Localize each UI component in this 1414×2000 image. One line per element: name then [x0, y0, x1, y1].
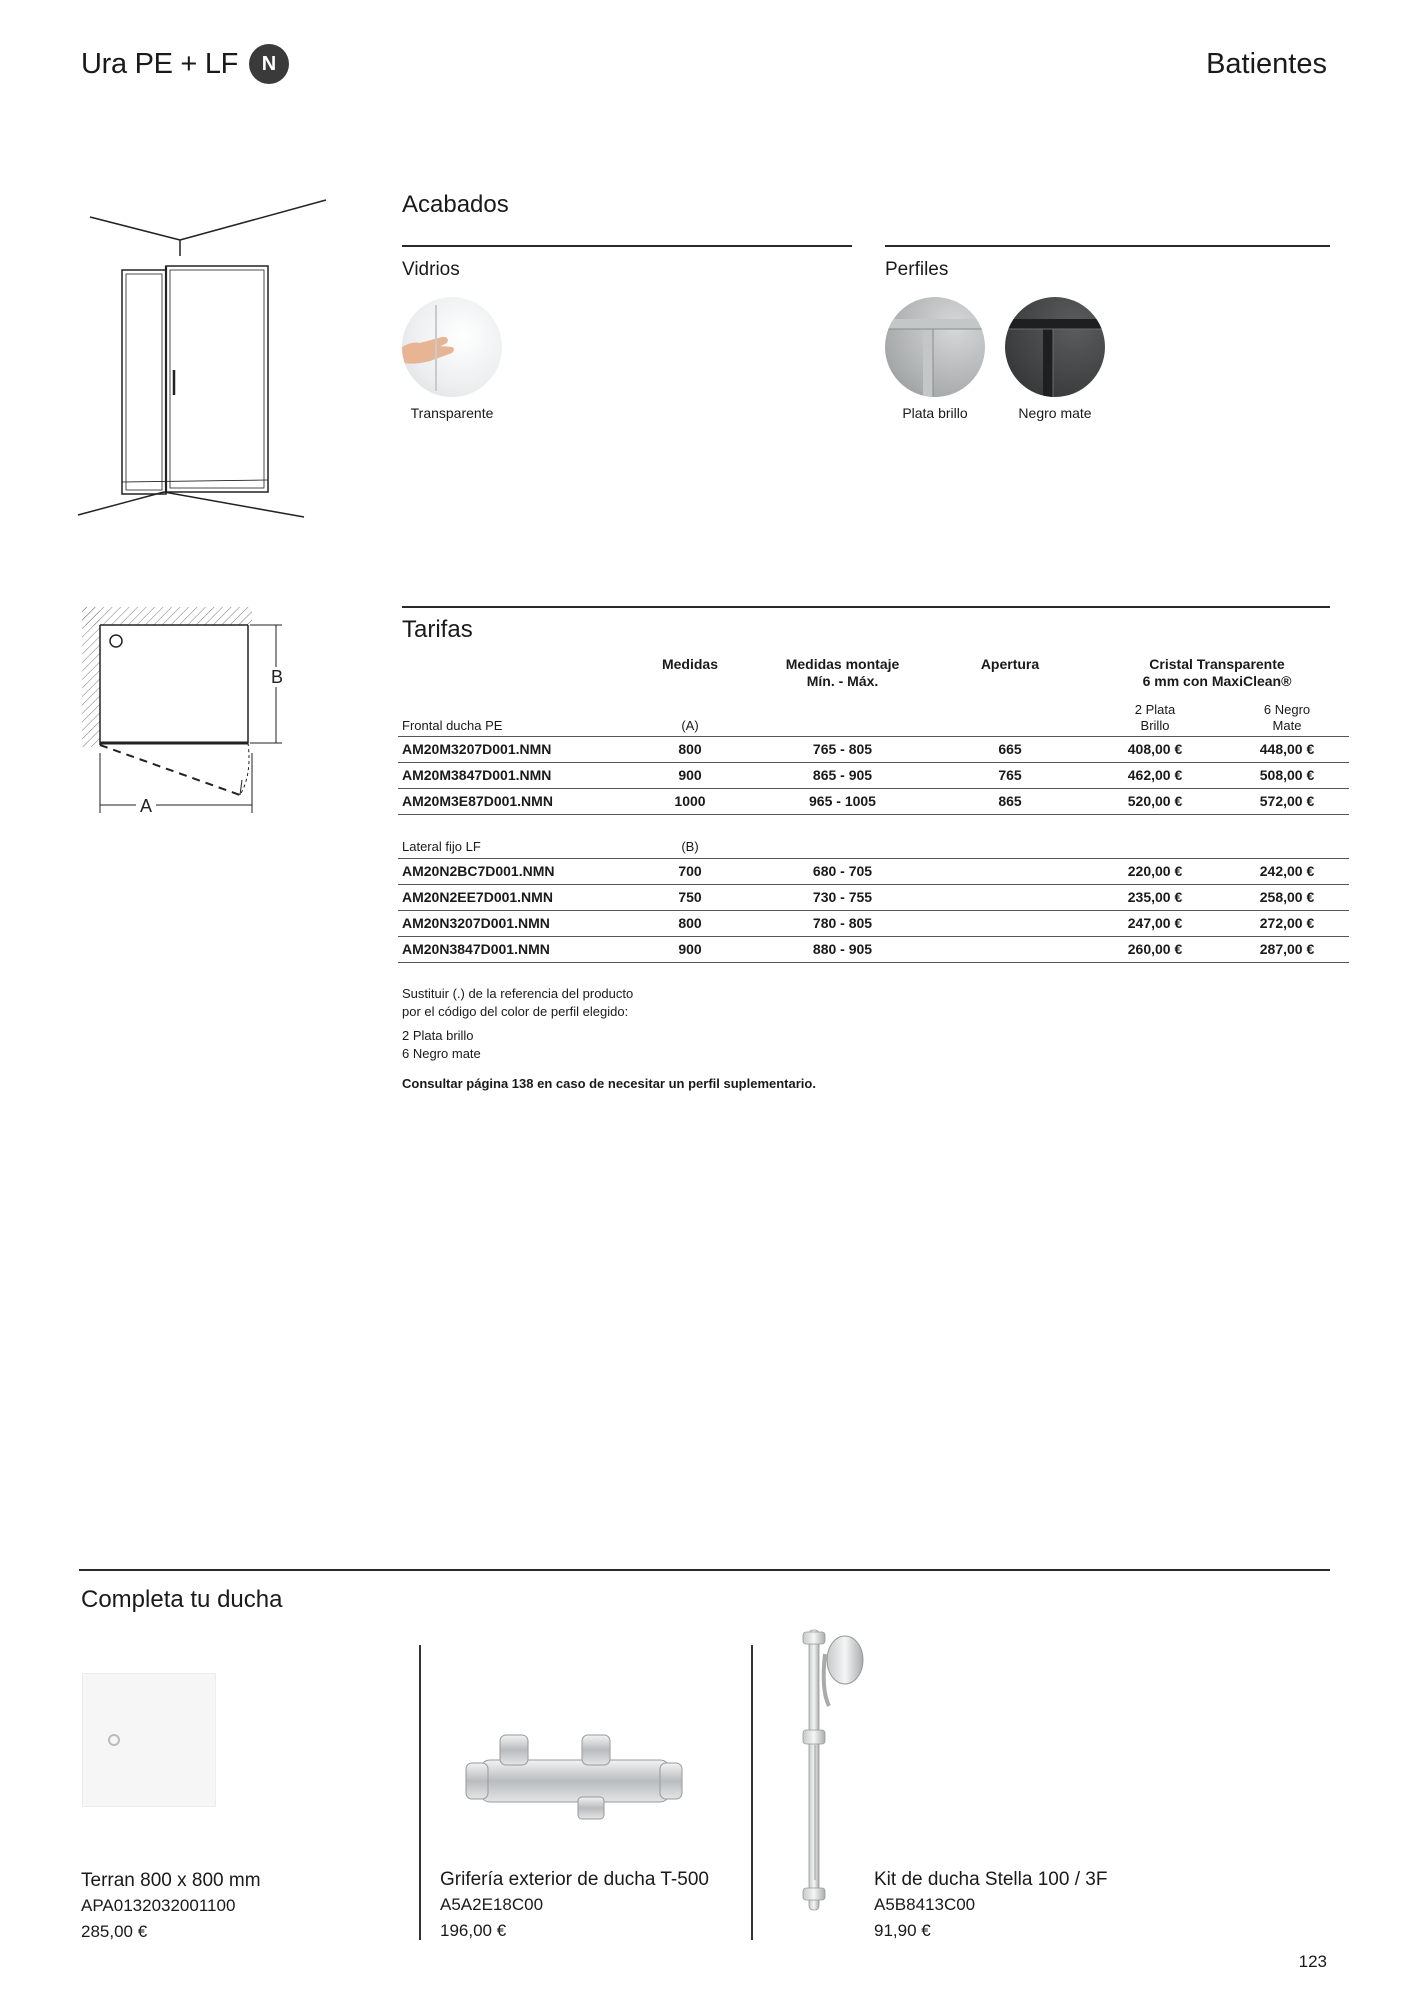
- product-price: 196,00 €: [440, 1921, 507, 1940]
- product-price: 285,00 €: [81, 1922, 148, 1941]
- table-row: [398, 884, 1349, 910]
- floor-plan-diagram: [80, 605, 290, 825]
- finishes-title: Acabados: [402, 191, 509, 218]
- product-separator: [751, 1645, 753, 1940]
- note-line-2: por el código del color de perfil elegido:: [402, 1004, 629, 1019]
- complete-divider: [79, 1569, 1330, 1571]
- glass-transparent-swatch: [402, 297, 502, 397]
- profiles-divider: [885, 245, 1330, 247]
- dimension-a-label: A: [139, 796, 153, 816]
- cell-price-silver: 462,00 €: [1085, 762, 1225, 788]
- glass-title: Vidrios: [402, 259, 460, 280]
- cell-apertura: [935, 910, 1085, 936]
- tariffs-table: [398, 656, 1349, 963]
- cell-montaje: 765 - 805: [750, 736, 935, 762]
- table-row: [398, 788, 1349, 814]
- cell-ref: AM20M3E87D001.NMN: [398, 788, 630, 814]
- new-badge: N: [249, 44, 289, 84]
- tariff-notes: [402, 985, 1002, 1099]
- col-p2-line1: 2 Plata: [1134, 702, 1176, 717]
- col-p6-line1: 6 Negro: [1263, 702, 1311, 717]
- cell-price-black: 242,00 €: [1225, 858, 1349, 884]
- cell-price-black: 572,00 €: [1225, 788, 1349, 814]
- cell-price-silver: 260,00 €: [1085, 936, 1225, 962]
- cell-ref: AM20N3847D001.NMN: [398, 936, 630, 962]
- cell-price-silver: 220,00 €: [1085, 858, 1225, 884]
- col-apertura: Apertura: [980, 656, 1040, 672]
- cell-medida: 900: [630, 762, 750, 788]
- enclosure-perspective-drawing: [74, 190, 334, 530]
- profiles-title: Perfiles: [885, 259, 949, 280]
- lateral-group-row: [398, 814, 1349, 858]
- thermostatic-mixer-image: [460, 1725, 690, 1835]
- cell-ref: AM20M3207D001.NMN: [398, 736, 630, 762]
- cell-apertura: [935, 884, 1085, 910]
- cell-apertura: 865: [935, 788, 1085, 814]
- col-p6-line2: Mate: [1272, 718, 1302, 733]
- table-row: [398, 762, 1349, 788]
- cell-ref: AM20N3207D001.NMN: [398, 910, 630, 936]
- product-code: A5B8413C00: [874, 1895, 976, 1914]
- cell-montaje: 880 - 905: [750, 936, 935, 962]
- cell-price-black: 258,00 €: [1225, 884, 1349, 910]
- note-consult: Consultar página 138 en caso de necesitar un perfil suplementario.: [402, 1076, 816, 1091]
- cell-price-silver: 247,00 €: [1085, 910, 1225, 936]
- table-row: [398, 736, 1349, 762]
- cell-price-black: 448,00 €: [1225, 736, 1349, 762]
- table-row: [398, 910, 1349, 936]
- col-montaje: [750, 656, 935, 690]
- product-code: A5A2E18C00: [440, 1895, 544, 1914]
- complete-title: Completa tu ducha: [81, 1586, 283, 1613]
- product-code: APA0132032001100: [81, 1896, 236, 1915]
- shower-tray-image: [82, 1673, 216, 1807]
- col-negro-mate: [1225, 690, 1349, 734]
- profile-silver-label: Plata brillo: [902, 405, 968, 421]
- cell-medida: 700: [630, 858, 750, 884]
- shower-kit-image: [785, 1620, 875, 1920]
- dimension-b-label: B: [270, 667, 284, 687]
- page-title: Ura PE + LF: [81, 48, 239, 80]
- glass-transparent-label: Transparente: [410, 405, 494, 421]
- cell-medida: 900: [630, 936, 750, 962]
- cell-montaje: 680 - 705: [750, 858, 935, 884]
- product-card: [81, 1870, 261, 1942]
- col-montaje-line1: Medidas montaje: [785, 656, 900, 672]
- cell-ref: AM20M3847D001.NMN: [398, 762, 630, 788]
- cell-medida: 1000: [630, 788, 750, 814]
- cell-price-black: 287,00 €: [1225, 936, 1349, 962]
- cell-price-silver: 408,00 €: [1085, 736, 1225, 762]
- frontal-group-code: (A): [681, 718, 699, 733]
- cell-ref: AM20N2BC7D001.NMN: [398, 858, 630, 884]
- col-montaje-line2: Mín. - Máx.: [806, 673, 879, 689]
- section-title: Batientes: [1206, 48, 1327, 80]
- col-p2-line2: Brillo: [1140, 718, 1170, 733]
- page-number: 123: [1298, 1952, 1327, 1971]
- hand-behind-glass-icon: [402, 297, 502, 397]
- note-option-1: 2 Plata brillo: [402, 1028, 474, 1043]
- cell-price-black: 272,00 €: [1225, 910, 1349, 936]
- table-header-row: [398, 656, 1349, 690]
- profile-black-swatch: [1005, 297, 1105, 397]
- cell-medida: 800: [630, 736, 750, 762]
- lateral-group-label: Lateral fijo LF: [398, 814, 630, 858]
- tariffs-title: Tarifas: [402, 616, 473, 643]
- cell-apertura: 765: [935, 762, 1085, 788]
- product-name: Kit de ducha Stella 100 / 3F: [874, 1869, 1108, 1890]
- table-row: [398, 936, 1349, 962]
- product-name: Grifería exterior de ducha T-500: [440, 1869, 709, 1890]
- product-name: Terran 800 x 800 mm: [81, 1870, 261, 1891]
- product-separator: [419, 1645, 421, 1940]
- cell-montaje: 965 - 1005: [750, 788, 935, 814]
- cell-montaje: 865 - 905: [750, 762, 935, 788]
- cell-apertura: 665: [935, 736, 1085, 762]
- tariffs-divider: [402, 606, 1330, 608]
- cell-medida: 750: [630, 884, 750, 910]
- col-plata-brillo: [1085, 690, 1225, 734]
- cell-medida: 800: [630, 910, 750, 936]
- product-card: [440, 1869, 709, 1941]
- col-cristal: [1085, 656, 1349, 690]
- cell-apertura: [935, 858, 1085, 884]
- cell-apertura: [935, 936, 1085, 962]
- cell-price-black: 508,00 €: [1225, 762, 1349, 788]
- note-option-2: 6 Negro mate: [402, 1046, 481, 1061]
- cell-ref: AM20N2EE7D001.NMN: [398, 884, 630, 910]
- product-price: 91,90 €: [874, 1921, 931, 1940]
- product-card: [874, 1869, 1107, 1941]
- cell-montaje: 730 - 755: [750, 884, 935, 910]
- table-subheader-row: [398, 690, 1349, 734]
- table-row: [398, 858, 1349, 884]
- col-medidas: Medidas: [661, 656, 718, 672]
- glass-divider: [402, 245, 852, 247]
- lateral-group-code: (B): [630, 814, 750, 858]
- col-cristal-line1: Cristal Transparente: [1149, 656, 1285, 672]
- profile-silver-swatch: [885, 297, 985, 397]
- profile-black-label: Negro mate: [1018, 405, 1092, 421]
- cell-montaje: 780 - 805: [750, 910, 935, 936]
- cell-price-silver: 235,00 €: [1085, 884, 1225, 910]
- drain-icon: [83, 1674, 217, 1808]
- col-cristal-line2: 6 mm con MaxiClean®: [1142, 673, 1292, 689]
- note-line-1: Sustituir (.) de la referencia del producto: [402, 986, 634, 1001]
- frontal-group-label: Frontal ducha PE: [402, 718, 503, 733]
- profile-corner-icon: [885, 297, 985, 397]
- profile-corner-icon: [1005, 297, 1105, 397]
- cell-price-silver: 520,00 €: [1085, 788, 1225, 814]
